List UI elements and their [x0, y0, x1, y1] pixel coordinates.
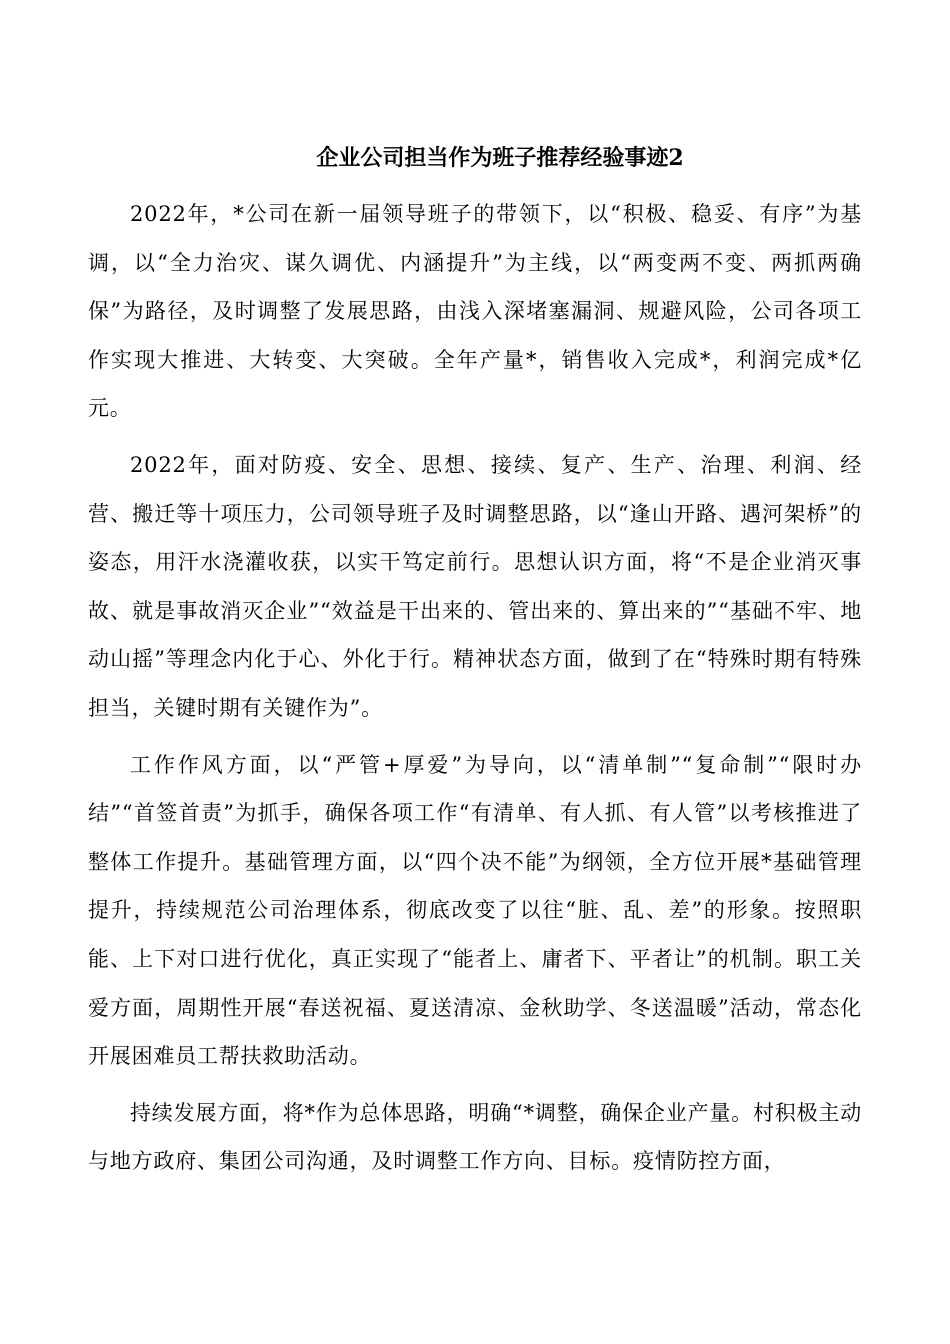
paragraph-2: 2022年，面对防疫、安全、思想、接续、复产、生产、治理、利润、经营、搬迁等十项压力，公司领导班子及时调整思路，以“逢山开路、遇河架桥”的姿态，用汗水浇灌收获，以实干笃定前行。思想认识方面，将“不是企业消灭事故、就是事故消灭企业”“效益是干出来的、管出来的、算出来的”“基础不牢、地动山摇”等理念内化于心、外化于行。精神状态方面，做到了在“特殊时期有特殊担当，关键时期有关键作为”。 — [88, 452, 862, 720]
document-title: 企业公司担当作为班子推荐经验事迹2 — [316, 145, 684, 171]
paragraph-3: 工作作风方面，以“严管+厚爱”为导向，以“清单制”“复命制”“限时办结”“首签首责”为抓手，确保各项工作“有清单、有人抓、有人管”以考核推进了整体工作提升。基础管理方面，以“四个决不能”为纲领，全方位开展*基础管理提升，持续规范公司治理体系，彻底改变了以往“脏、乱、差”的形象。按照职能、上下对口进行优化，真正实现了“能者上、庸者下、平者让”的机制。职工关爱方面，周期性开展“春送祝福、夏送清凉、金秋助学、冬送温暖”活动，常态化开展困难员工帮扶救助活动。 — [88, 752, 862, 1069]
paragraph-1: 2022年，*公司在新一届领导班子的带领下，以“积极、稳妥、有序”为基调，以“全力治灾、谋久调优、内涵提升”为主线，以“两变两不变、两抓两确保”为路径，及时调整了发展思路，由浅入深堵塞漏洞、规避风险，公司各项工作实现大推进、大转变、大突破。全年产量*，销售收入完成*，利润完成*亿元。 — [88, 202, 862, 421]
document-body — [88, 190, 862, 1186]
paragraph-4: 持续发展方面，将*作为总体思路，明确“*调整，确保企业产量。村积极主动与地方政府、集团公司沟通，及时调整工作方向、目标。疫情防控方面， — [88, 1100, 862, 1174]
